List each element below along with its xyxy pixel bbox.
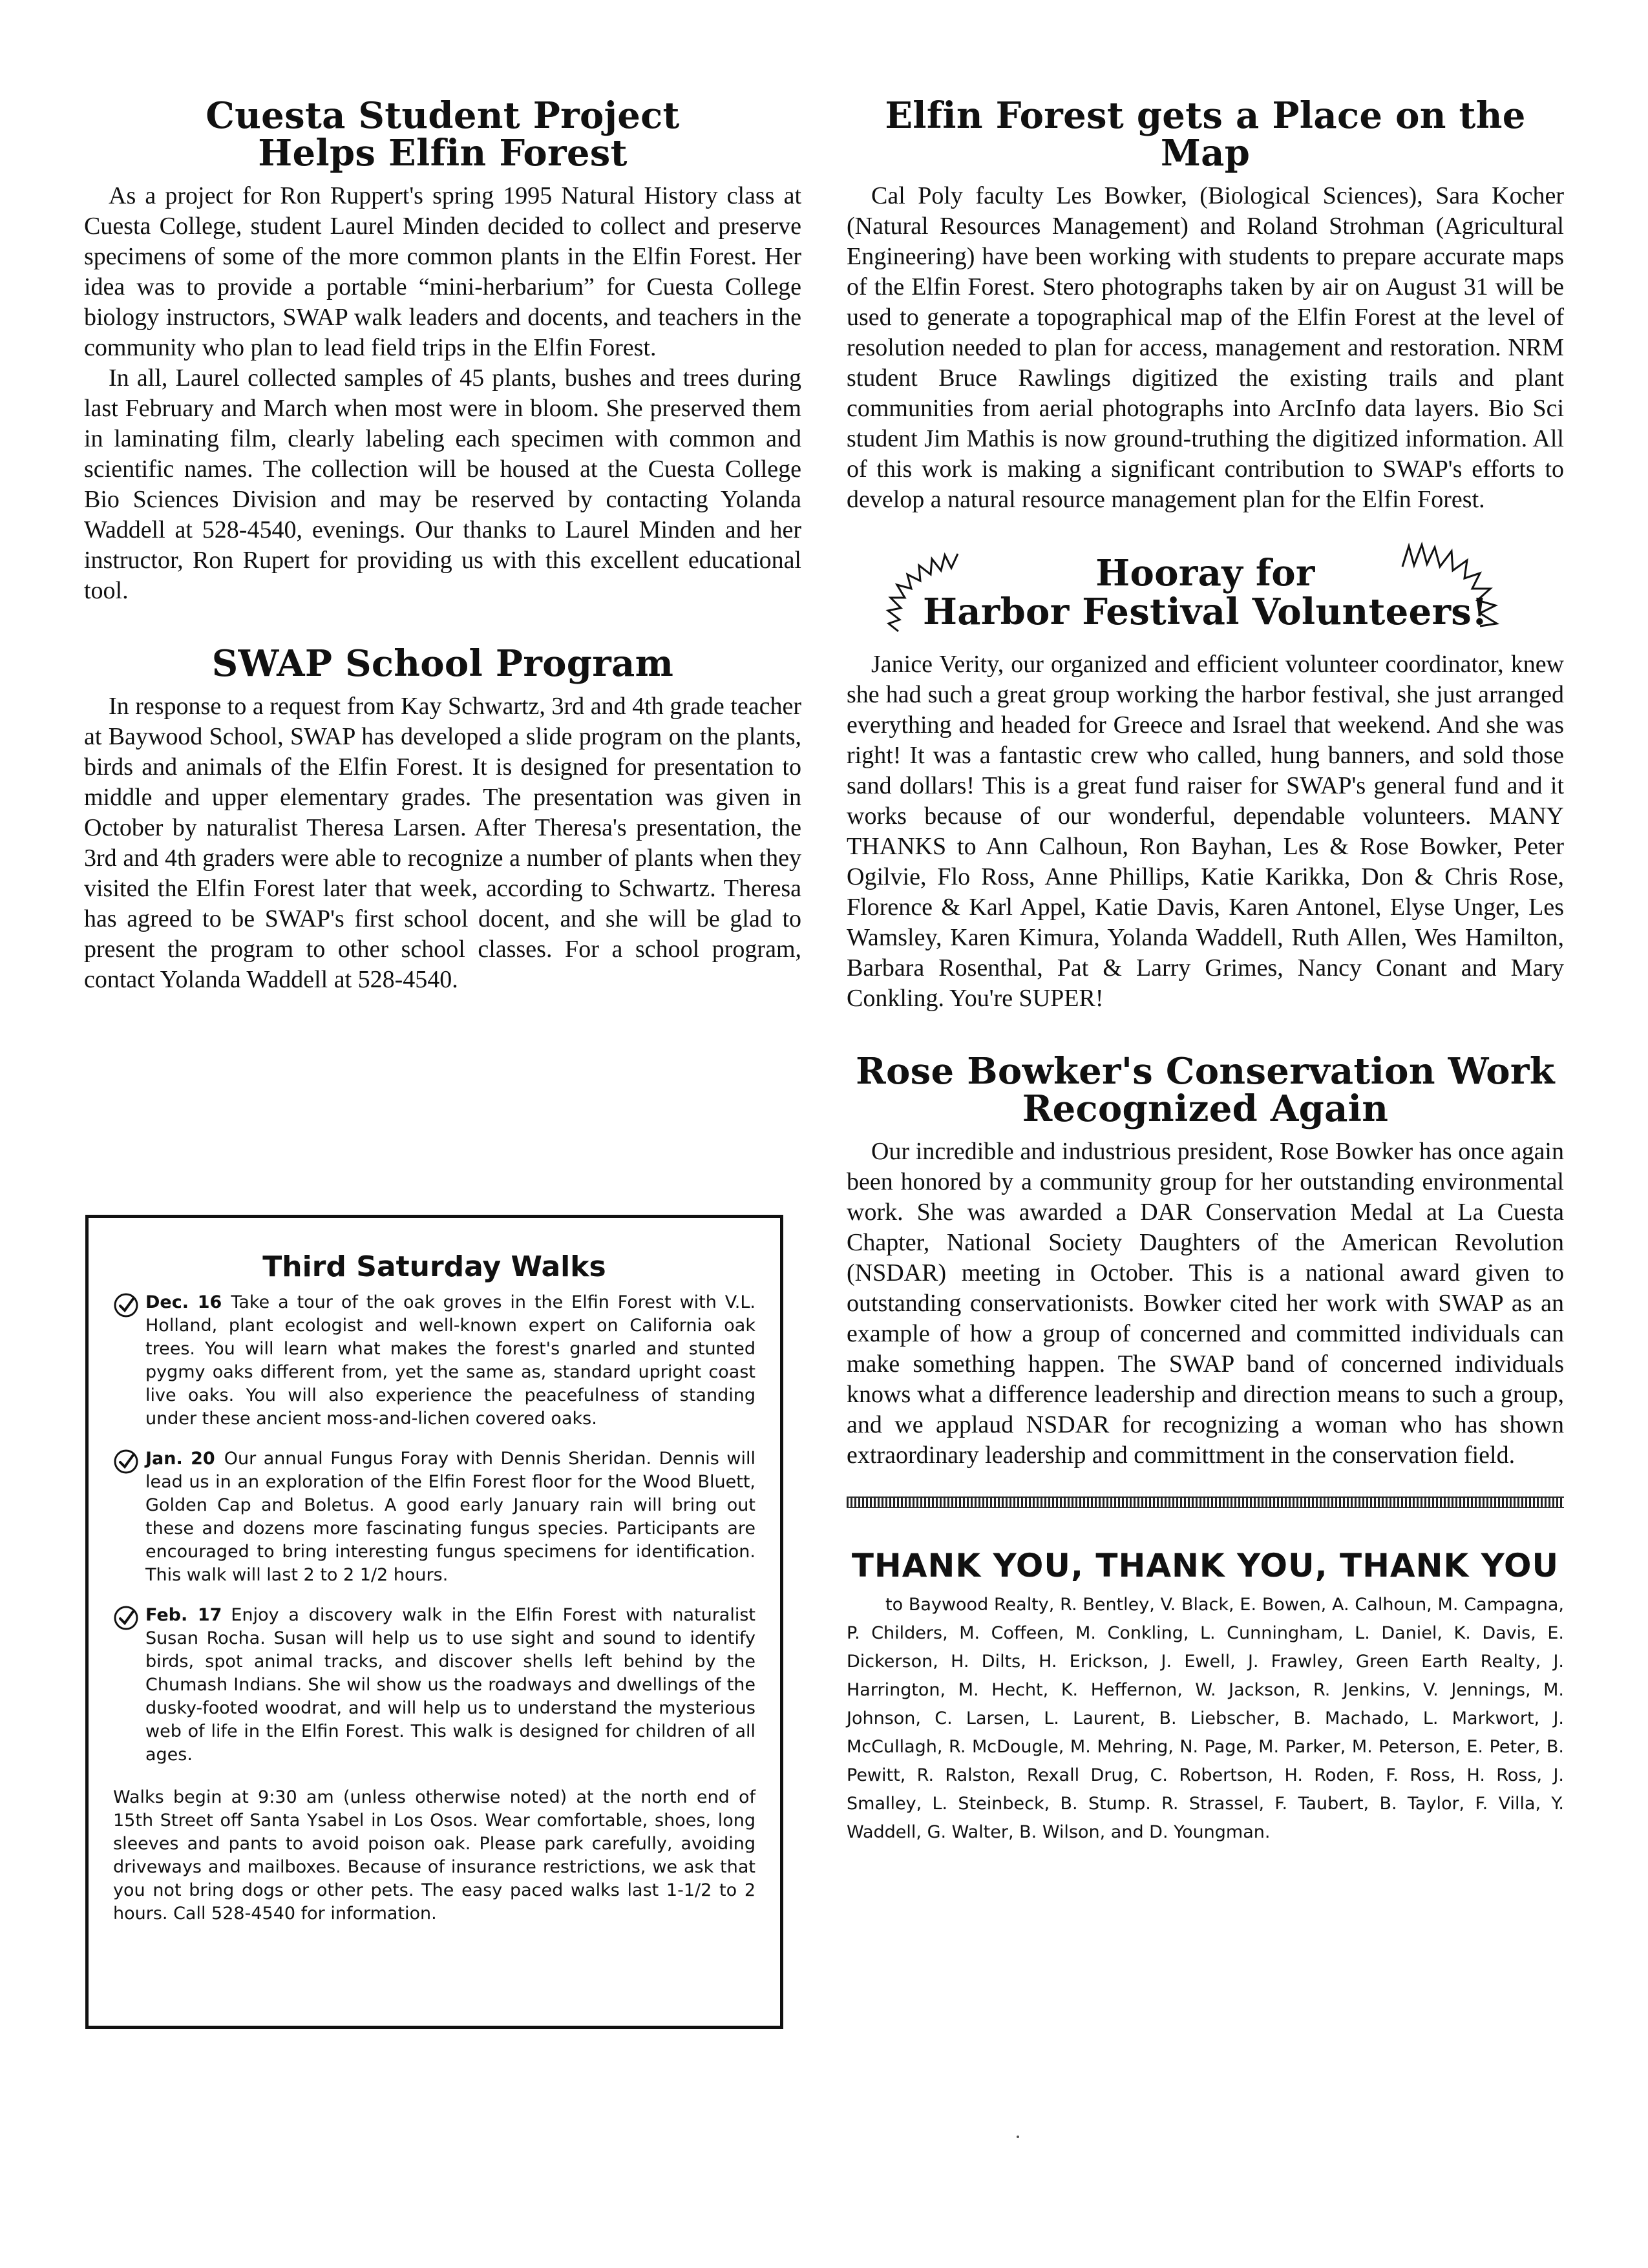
title-line-1: Rose Bowker's Conservation Work — [856, 1050, 1555, 1093]
article-harbor-festival-volunteers — [847, 541, 1564, 1014]
title-line-2: Recognized Again — [1022, 1087, 1389, 1130]
article-elfin-forest-map — [847, 94, 1564, 515]
article-title: Elfin Forest gets a Place on the Map — [885, 94, 1526, 174]
article-paragraph: Cal Poly faculty Les Bowker, (Biological Sciences), Sara Kocher (Natural Resources Management) and Roland Strohman (Agricultural Engineering) have been working with students to prepare accurate maps of the Elfin Forest. Stero photographs taken by air on August 31 will be used to generate a topographical map of the Elfin Forest at the level of resolution needed to plan for access, management and restoration. NRM student Bruce Rawlings digitized the existing trails and plant communities from aerial photographs into ArcInfo data layers. Bio Sci student Jim Mathis is now ground-truthing the digitized information. All of this work is making a significant contribution to SWAP's efforts to develop a natural resource management plan for the Elfin Forest. — [847, 182, 1564, 513]
article-title — [847, 1050, 1564, 1130]
section-divider — [847, 1496, 1564, 1508]
walk-date: Jan. 20 — [145, 1449, 215, 1469]
walk-date: Feb. 17 — [145, 1605, 222, 1625]
check-circle-icon — [113, 1449, 139, 1475]
thank-you-title: THANK YOU, THANK YOU, THANK YOU — [851, 1547, 1559, 1584]
title-line-2: Harbor Festival Volunteers! — [923, 591, 1488, 633]
walk-description: Enjoy a discovery walk in the Elfin Forest with naturalist Susan Rocha. Susan will help us to use sight and sound to identify birds, spot animal tracks, and discover shells left behind by the Chumash Indians. She wil show us the roadways and dwellings of the dusky-footed woodrat, and will help us to understand the mysterious web of life in the Elfin Forest. This walk is designed for children of all ages. — [145, 1605, 756, 1765]
title-line-2: Helps Elfin Forest — [258, 132, 628, 174]
article-swap-school-program — [84, 642, 801, 995]
third-saturday-walks-box — [85, 1215, 783, 2029]
article-cuesta-student-project — [84, 94, 801, 606]
thank-you-section — [847, 1547, 1564, 1847]
article-paragraph: Janice Verity, our organized and efficient volunteer coordinator, knew she had such a great group working the harbor festival, she just arranged everything and headed for Greece and Israel that weekend. And she was right! It was a fantastic crew who called, hung banners, and sold those sand dollars! This is a great fund raiser for SWAP's general fund and it works because of our wonderful, dependable volunteers. MANY THANKS to Ann Calhoun, Ron Bayhan, Les & Rose Bowker, Peter Ogilvie, Flo Ross, Anne Phillips, Katie Karikka, Don & Chris Rose, Florence & Karl Appel, Katie Davis, Karen Antonel, Elyse Unger, Les Wamsley, Karen Kimura, Yolanda Waddell, Ruth Allen, Wes Hamilton, Barbara Rosenthal, Pat & Larry Grimes, Nancy Conant and Mary Conkling. You're SUPER! — [847, 651, 1564, 1012]
check-circle-icon — [113, 1292, 139, 1318]
walks-title: Third Saturday Walks — [262, 1250, 606, 1283]
article-title: SWAP School Program — [211, 642, 674, 685]
article-title — [847, 541, 1564, 631]
article-paragraph: In all, Laurel collected samples of 45 plants, bushes and trees during last February and March when most were in bloom. She preserved them in laminating film, clearly labeling each specimen with common and scientific names. The collection will be housed at the Cuesta College Bio Sciences Division and may be reserved by contacting Yolanda Waddell at 528-4540, evenings. Our thanks to Laurel Minden and her instructor, Ron Rupert for providing us with this excellent educational tool. — [84, 364, 801, 604]
article-paragraph: As a project for Ron Ruppert's spring 1995 Natural History class at Cuesta College, student Laurel Minden decided to collect and preserve specimens of some of the more common plants in the Elfin Forest. Her idea was to provide a portable “mini-herbarium” for Cuesta College biology instructors, SWAP walk leaders and docents, and teachers in the community who plan to lead field trips in the Elfin Forest. — [84, 182, 801, 361]
title-line-1: Hooray for — [1095, 552, 1315, 594]
speck — [1017, 2136, 1019, 2138]
walk-description: Our annual Fungus Foray with Dennis Sheridan. Dennis will lead us in an exploration of the Elfin Forest floor for the Wood Bluett, Golden Cap and Boletus. A good early January rain will bring out these and dozens more fascinating fungus species. Participants are encouraged to bring interesting fungus specimens for identification. This walk will last 2 to 2 1/2 hours. — [145, 1449, 756, 1585]
article-rose-bowker — [847, 1050, 1564, 1471]
article-title — [84, 94, 801, 174]
article-paragraph: In response to a request from Kay Schwartz, 3rd and 4th grade teacher at Baywood School, SWAP has developed a slide program on the plants, birds and animals of the Elfin Forest. It is designed for presentation to middle and upper elementary grades. The presentation was given in October by naturalist Theresa Larsen. After Theresa's presentation, the 3rd and 4th graders were able to recognize a number of plants when they visited the Elfin Forest later that week, according to Schwartz. Theresa has agreed to be SWAP's first school docent, and she will be glad to present the program to other school classes. For a school program, contact Yolanda Waddell at 528-4540. — [84, 693, 801, 993]
walk-item — [113, 1604, 755, 1767]
walks-info-note: Walks begin at 9:30 am (unless otherwise noted) at the north end of 15th Street off Santa Ysabel in Los Osos. Wear comfortable, shoes, long sleeves and pants to avoid poison oak. Please park carefully, avoiding driveways and mailboxes. Because of insurance restrictions, we ask that you not bring dogs or other pets. The easy paced walks last 1-1/2 to 2 hours. Call 528-4540 for information. — [113, 1787, 755, 1924]
title-line-1: Cuesta Student Project — [206, 94, 680, 137]
article-paragraph: Our incredible and industrious president, Rose Bowker has once again been honored by a community group for her outstanding environmental work. She was awarded a DAR Conservation Medal at La Cuesta Chapter, National Society Daughters of the American Revolution (NSDAR) meeting in October. This is a national award given to outstanding conservationists. Bowker cited her work with SWAP as an example of how a group of concerned and committed individuals can make something happen. The SWAP band of concerned individuals knows what a difference leadership and direction means to such a group, and we applaud NSDAR for recognizing a woman who has shown extraordinary leadership and committment in the conservation field. — [847, 1138, 1564, 1469]
walk-description: Take a tour of the oak groves in the Elfin Forest with V.L. Holland, plant ecologist and well-known expert on California oak trees. You will learn what makes the forest's gnarled and stunted pygmy oaks different from, yet the same as, standard upright coast live oaks. You will also experience the peacefulness of standing under these ancient moss-and-lichen covered oaks. — [145, 1292, 755, 1429]
right-column — [847, 94, 1564, 1847]
check-circle-icon — [113, 1605, 139, 1631]
thank-you-list: to Baywood Realty, R. Bentley, V. Black, E. Bowen, A. Calhoun, M. Campagna, P. Childers, M. Coffeen, M. Conkling, L. Cunningham, L. Daniel, K. Davis, E. Dickerson, H. Dilts, H. Erickson, J. Ewell, J. Frawley, Green Earth Realty, J. Harrington, M. Hecht, K. Heffernon, W. Jackson, R. Jenkins, V. Jennings, M. Johnson, C. Larsen, L. Laurent, B. Liebscher, B. Machado, L. Markwort, J. McCullagh, R. McDougle, M. Mehring, N. Page, M. Parker, M. Peterson, E. Peter, B. Pewitt, R. Ralston, Rexall Drug, C. Robertson, H. Roden, F. Ross, H. Ross, J. Smalley, L. Steinbeck, B. Stump. R. Strassel, F. Taubert, B. Taylor, F. Villa, Y. Waddell, G. Walter, B. Wilson, and D. Youngman. — [847, 1595, 1564, 1842]
left-column — [84, 94, 801, 995]
walk-item — [113, 1291, 755, 1431]
walk-date: Dec. 16 — [145, 1292, 222, 1312]
walk-item — [113, 1447, 755, 1587]
